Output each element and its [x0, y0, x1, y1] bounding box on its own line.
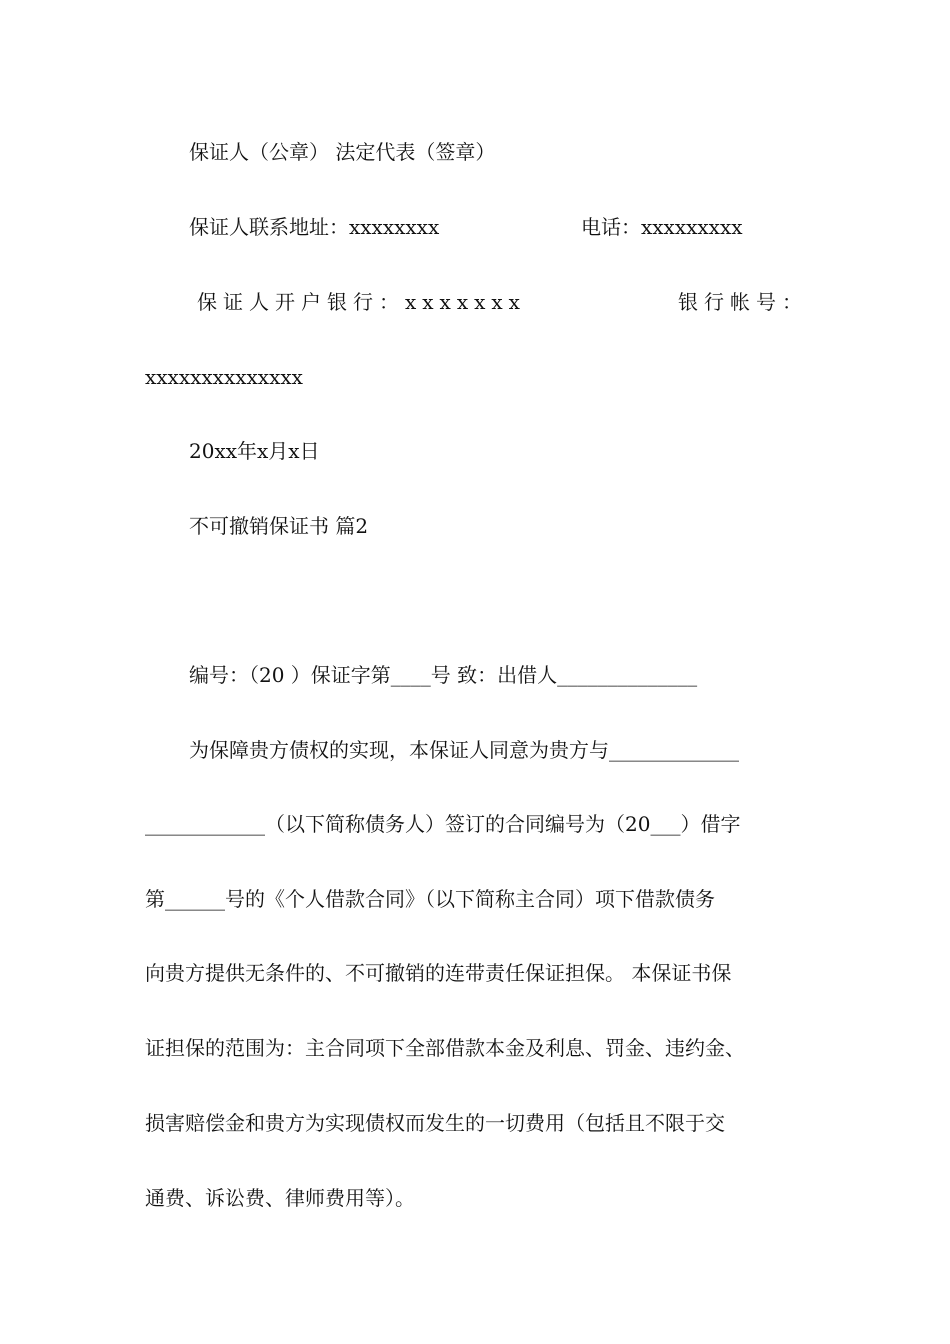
- paragraph-line: 第______号的《个人借款合同》（以下简称主合同）项下借款债务: [145, 887, 715, 911]
- bank-account-value: xxxxxxxxxxxxxx: [145, 365, 303, 389]
- document-number-line: 编号：（20 ）保证字第____号 致：出借人______________: [189, 663, 698, 687]
- guarantor-address: 保证人联系地址：xxxxxxxx: [189, 215, 440, 239]
- paragraph-line: 通费、诉讼费、律师费用等）。: [145, 1186, 415, 1210]
- guarantor-seal-line: 保证人（公章） 法定代表（签章）: [189, 140, 496, 164]
- document-date: 20xx年x月x日: [189, 439, 320, 463]
- paragraph-line: ____________（以下简称债务人）签订的合同编号为（20___）借字: [145, 812, 741, 836]
- paragraph-line: 证担保的范围为：主合同项下全部借款本金及利息、罚金、违约金、: [145, 1036, 745, 1060]
- paragraph-line: 向贵方提供无条件的、不可撤销的连带责任保证担保。 本保证书保: [145, 961, 732, 985]
- guarantor-bank: 保证人开户银行：xxxxxxx: [197, 290, 526, 314]
- guarantor-phone: 电话：xxxxxxxxx: [581, 215, 743, 239]
- bank-account-label: 银行帐号：: [678, 290, 808, 314]
- paragraph-line: 损害赔偿金和贵方为实现债权而发生的一切费用（包括且不限于交: [145, 1111, 725, 1135]
- section-title: 不可撤销保证书 篇2: [189, 514, 369, 538]
- paragraph-line: 为保障贵方债权的实现，本保证人同意为贵方与_____________: [189, 738, 739, 762]
